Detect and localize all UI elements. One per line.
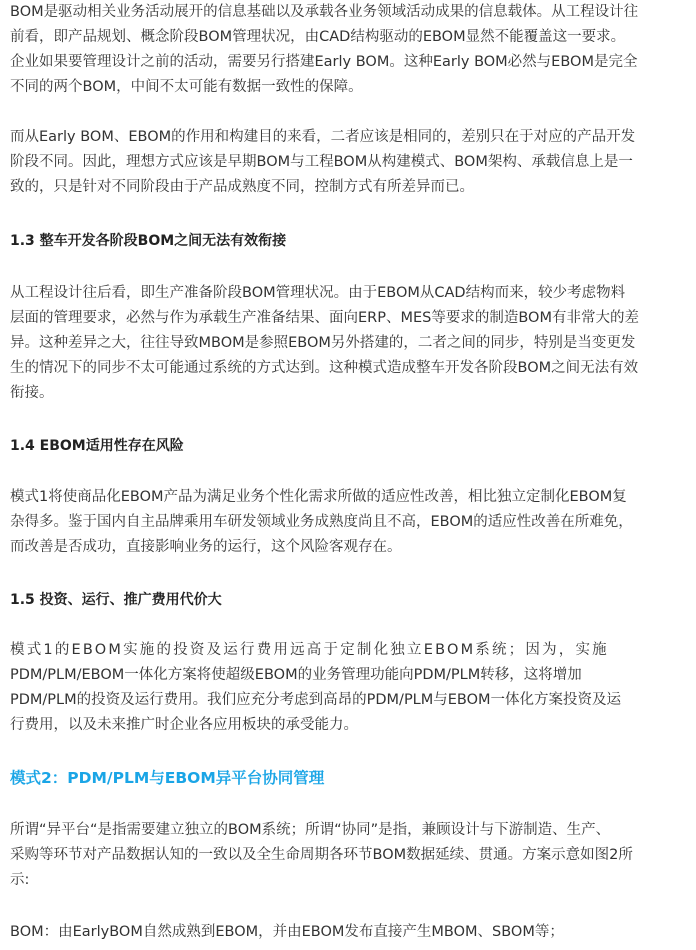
text-line: 所谓“异平台“是指需要建立独立的BOM系统；所谓“协同”是指，兼顾设计与下游制造、生产、 [10,822,611,838]
text-line: 致的，只是针对不同阶段由于产品成熟度不同，控制方式有所差异而已。 [10,179,474,195]
text-line: 杂得多。鉴于国内自主品牌乘用车研发领域业务成熟度尚且不高，EBOM的适应性改善在所难免， [10,514,633,530]
text-line: 从工程设计往后看，即生产准备阶段BOM管理状况。由于EBOM从CAD结构而来，较少考虑物料 [10,285,626,301]
text-line: 异。这种差异之大，往往导致MBOM是参照EBOM另外搭建的，二者之间的同步，特别是当变更发 [10,335,636,351]
paragraph-early-bom [10,125,688,200]
text-line: PDM/PLM的投资及运行费用。我们应充分考虑到高昂的PDM/PLM与EBOM一体化方案投资及运 [10,692,622,708]
text-line: 阶段不同。因此，理想方式应该是早期BOM与工程BOM从构建模式、BOM架构、承载信息上是一 [10,154,633,170]
mode-2-heading: 模式2：PDM/PLM与EBOM异平台协同管理 [10,769,325,787]
paragraph-ebom-risk [10,485,688,560]
text-line: 层面的管理要求，必然与作为承载生产准备结果、面向ERP、MES等要求的制造BOM有非常大的差 [10,310,639,326]
section-heading-1-5: 1.5 投资、运行、推广费用代价大 [10,592,222,608]
text-line: 模式1将使商品化EBOM产品为满足业务个性化需求所做的适应性改善，相比独立定制化EBOM复 [10,489,627,505]
text-line: 采购等环节对产品数据认知的一致以及全生命周期各环节BOM数据延续、贯通。方案示意如图2所 [10,847,633,863]
text-line: 行费用，以及未来推广时企业各应用板块的承受能力。 [10,717,358,733]
text-line: 而改善是否成功，直接影响业务的运行，这个风险客观存在。 [10,539,402,555]
text-line: 而从Early BOM、EBOM的作用和构建目的来看，二者应该是相同的，差别只在于对应的产品开发 [10,129,636,145]
text-line: 前看，即产品规划、概念阶段BOM管理状况，由CAD结构驱动的EBOM显然不能覆盖这一要求。 [10,29,626,45]
section-heading-1-4: 1.4 EBOM适用性存在风险 [10,438,184,454]
paragraph-heterogeneous-platform [10,818,688,893]
paragraph-bom-intro [10,0,688,100]
paragraph-bom-flow [10,920,688,945]
text-line: 不同的两个BOM，中间不太可能有数据一致性的保障。 [10,79,363,95]
text-line: BOM是驱动相关业务活动展开的信息基础以及承载各业务领域活动成果的信息载体。从工程设计往 [10,4,639,20]
paragraph-production-prep [10,281,688,406]
section-heading-1-3: 1.3 整车开发各阶段BOM之间无法有效衔接 [10,233,287,249]
text-line: 衔接。 [10,385,54,401]
text-line: 生的情况下的同步不太可能通过系统的方式达到。这种模式造成整车开发各阶段BOM之间无法有效 [10,360,639,376]
text-line: BOM：由EarlyBOM自然成熟到EBOM，并由EBOM发布直接产生MBOM、SBOM等； [10,924,564,940]
text-line: 模式1的EBOM实施的投资及运行费用远高于定制化独立EBOM系统；因为，实施 [10,642,609,658]
paragraph-cost [10,638,688,738]
text-line: 企业如果要管理设计之前的活动，需要另行搭建Early BOM。这种Early BOM必然与EBOM是完全 [10,54,638,70]
text-line: 示: [10,872,30,888]
text-line: PDM/PLM/EBOM一体化方案将使超级EBOM的业务管理功能向PDM/PLM转移，这将增加 [10,667,582,683]
